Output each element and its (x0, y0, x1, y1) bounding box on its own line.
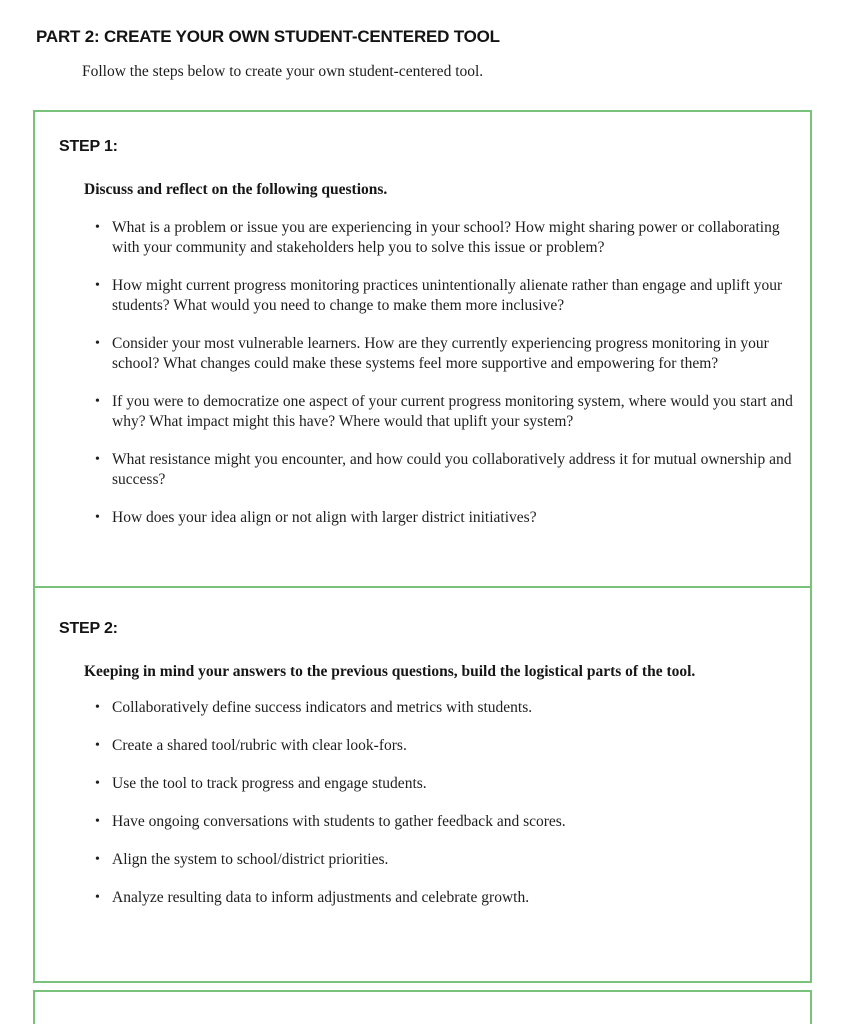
page-title: PART 2: CREATE YOUR OWN STUDENT-CENTERED TOOL (36, 27, 500, 46)
step-2-bullet-list (112, 698, 806, 926)
bullet-item: • Consider your most vulnerable learners. How are they currently experiencing progress monitoring in your school? What changes could make these systems feel more supportive and empowering for them? (112, 334, 806, 374)
step-2-box (33, 586, 812, 983)
step-2-instruction: Keeping in mind your answers to the previous questions, build the logistical parts of the tool. (84, 663, 696, 680)
bullet-item: • Collaboratively define success indicators and metrics with students. (112, 698, 806, 718)
bullet-item: • If you were to democratize one aspect of your current progress monitoring system, where would you start and why? What impact might this have? Where would that uplift your system? (112, 392, 806, 432)
bullet-item: • What resistance might you encounter, and how could you collaboratively address it for mutual ownership and success? (112, 450, 806, 490)
step-1-instruction: Discuss and reflect on the following questions. (84, 181, 388, 198)
step-1-label: STEP 1: (59, 138, 118, 155)
intro-text: Follow the steps below to create your own student-centered tool. (82, 63, 484, 80)
step-2-label: STEP 2: (59, 620, 118, 637)
step-1-box (33, 110, 812, 588)
bullet-item: • How might current progress monitoring practices unintentionally alienate rather than engage and uplift your students? What would you need to change to make them more inclusive? (112, 276, 806, 316)
bullet-item: • How does your idea align or not align with larger district initiatives? (112, 508, 806, 528)
bullet-item: • Use the tool to track progress and engage students. (112, 774, 806, 794)
bullet-item: • Align the system to school/district priorities. (112, 850, 806, 870)
bullet-item: • Analyze resulting data to inform adjustments and celebrate growth. (112, 888, 806, 908)
bullet-item: • Have ongoing conversations with students to gather feedback and scores. (112, 812, 806, 832)
bullet-item: • Create a shared tool/rubric with clear look-fors. (112, 736, 806, 756)
bullet-item: • What is a problem or issue you are experiencing in your school? How might sharing power or collaborating with your community and stakeholders help you to solve this issue or problem? (112, 218, 806, 258)
next-step-box-cutoff (33, 990, 812, 1024)
step-1-bullet-list (112, 218, 806, 546)
